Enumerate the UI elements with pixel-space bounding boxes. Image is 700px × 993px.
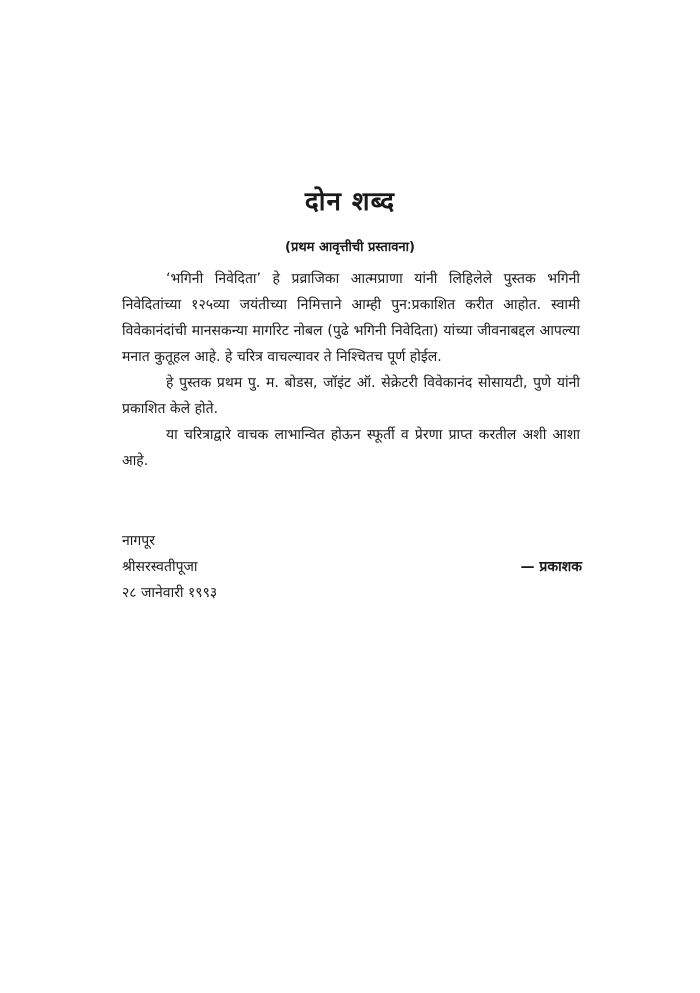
occasion-text: श्रीसरस्वतीपूजा <box>122 559 198 575</box>
preface-footer <box>122 528 582 606</box>
paragraph-1: ‘भगिनी निवेदिता’ हे प्रव्राजिका आत्मप्राणा यांनी लिहिलेले पुस्तक भगिनी निवेदितांच्या १२५व्या जयंतीच्या निमित्ताने आम्ही पुन:प्रकाशित करीत आहोत. स्वामी विवेकानंदांची मानसकन्या मार्गारेट नोबल (पुढे भगिनी निवेदिता) यांच्या जीवनाबद्दल आपल्या मनात कुतूहल आहे. हे चरित्र वाचल्यावर ते निश्चितच पूर्ण होईल. <box>122 271 580 365</box>
date-text: २८ जानेवारी १९९३ <box>122 585 218 601</box>
publisher-signature: — प्रकाशक <box>520 559 582 575</box>
page-title: दोन शब्द <box>304 187 396 217</box>
page-subtitle: (प्रथम आवृत्तीची प्रस्तावना) <box>285 240 415 255</box>
paragraph-3: या चरित्राद्वारे वाचक लाभान्वित होऊन स्फूर्ती व प्रेरणा प्राप्त करतील अशी आशा आहे. <box>122 427 580 469</box>
preface-body <box>122 266 580 474</box>
paragraph-2: हे पुस्तक प्रथम पु. म. बोडस, जॉइंट ऑ. सेक्रेटरी विवेकानंद सोसायटी, पुणे यांनी प्रकाशित केले होते. <box>122 375 580 417</box>
place-text: नागपूर <box>122 533 155 549</box>
footer-occasion-row <box>122 554 582 580</box>
footer-place-row <box>122 528 582 554</box>
footer-date-row <box>122 580 582 606</box>
